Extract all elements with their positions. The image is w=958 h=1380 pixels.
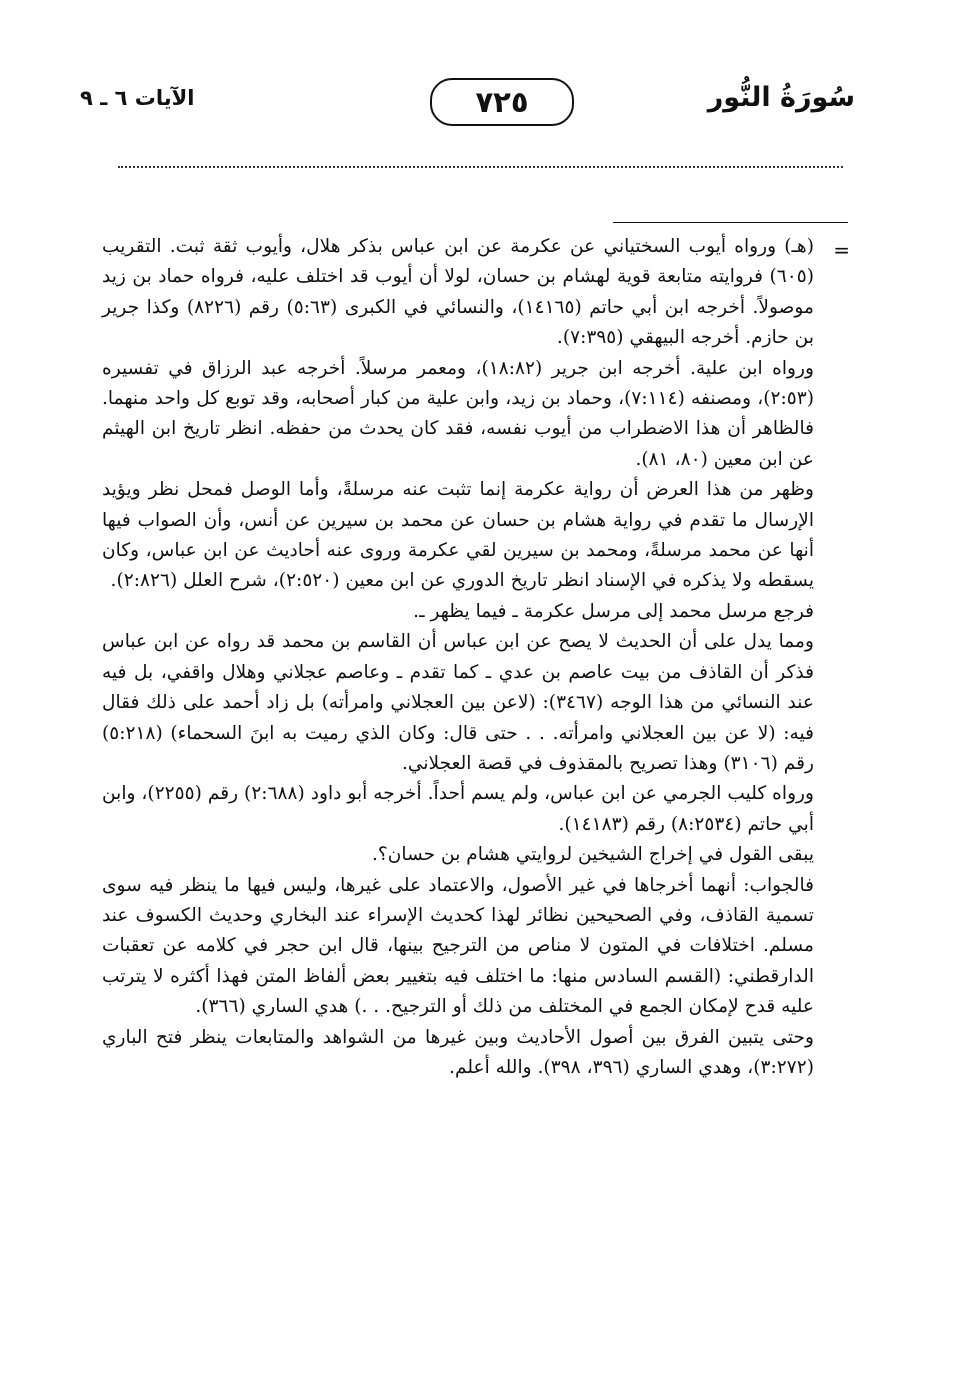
page-number-frame [430, 78, 574, 126]
footnote-separator [613, 222, 848, 223]
paragraph: (هـ) ورواه أيوب السختياني عن عكرمة عن ابن عباس بذكر هلال، وأيوب ثقة ثبت. التقريب (٦٠٥) فروايته متابعة قوية لهشام بن حسان، لولا أن أيوب قد اختلف عليه، فرواه حماد بن زيد موصولاً. أخرجه ابن أبي حاتم (١٤١٦٥)، والنسائي في الكبرى (٥:٦٣) رقم (٨٢٢٦) وكذا جرير بن حازم. أخرجه البيهقي (٧:٣٩٥). [102, 236, 814, 349]
footnote-body [102, 232, 814, 1083]
paragraph: ورواه ابن علية. أخرجه ابن جرير (١٨:٨٢)، ومعمر مرسلاً. أخرجه عبد الرزاق في تفسيره (٢:٥٣)، ومصنفه (٧:١١٤)، وحماد بن زيد، وابن علية من كبار أصحابه، وقد توبع كل واحد منهما. فالظاهر أن هذا الاضطراب من أيوب نفسه، فقد كان يحدث من حفظه. انظر تاريخ ابن الهيثم عن ابن معين (٨٠، ٨١). [102, 357, 814, 470]
header-dotted-divider [118, 166, 843, 168]
page-number: ٧٢٥ [475, 85, 529, 119]
paragraph: فرجع مرسل محمد إلى مرسل عكرمة ـ فيما يظهر ـ. [413, 600, 814, 622]
ayat-range: الآيات ٦ ـ ٩ [80, 86, 195, 110]
surah-title: سُورَةُ النُّور [707, 82, 855, 113]
paragraph: يبقى القول في إخراج الشيخين لروايتي هشام بن حسان؟. [371, 844, 814, 866]
paragraph: ومما يدل على أن الحديث لا يصح عن ابن عباس أن القاسم بن محمد قد رواه عن ابن عباس فذكر أن القاذف من بيت عاصم بن عدي ـ كما تقدم ـ وعاصم عجلاني وهلال واقفي، بل فيه عند النسائي من هذا الوجه (٣٤٦٧): (لاعن بين العجلاني وامرأته) بل زاد أحمد على ذلك فقال فيه: (لا عن بين العجلاني وامرأته. . . حتى قال: وكان الذي رميت به ابنَ السحماء) (٥:٢١٨) رقم (٣١٠٦) وهذا تصريح بالمقذوف في قصة العجلاني. [102, 631, 814, 774]
paragraph: ورواه كليب الجرمي عن ابن عباس، ولم يسم أحداً. أخرجه أبو داود (٢:٦٨٨) رقم (٢٢٥٥)، وابن أبي حاتم (٨:٢٥٣٤) رقم (١٤١٨٣). [102, 783, 815, 835]
footnote-continuation-mark: = [833, 238, 850, 262]
paragraph: فالجواب: أنهما أخرجاها في غير الأصول، والاعتماد على غيرها، وليس فيها ما ينظر فيه سوى تسمية القاذف، وفي الصحيحين نظائر لهذا كحديث الإسراء عند البخاري وحديث الكسوف عند مسلم. اختلافات في المتون لا مناص من الترجيح بينها، قال ابن حجر في كلامه عن تعقبات الدارقطني: (القسم السادس منها: ما اختلف فيه بتغيير بعض ألفاظ المتن فهذا أكثره لا يترتب عليه قدح لإمكان الجمع في المختلف من ذلك أو الترجيح. . .) هدي الساري (٣٦٦). [102, 874, 814, 1018]
paragraph: وظهر من هذا العرض أن رواية عكرمة إنما تثبت عنه مرسلةً، وأما الوصل فمحل نظر ويؤيد الإرسال ما تقدم في رواية هشام بن حسان عن محمد بن سيرين عن أنس، وأن الصواب فيها أنها عن محمد مرسلةً، ومحمد بن سيرين لقي عكرمة وروى عنه أحاديث عن ابن عباس، وكان يسقطه ولا يذكره في الإسناد انظر تاريخ الدوري عن ابن معين (٢:٥٢٠)، شرح العلل (٢:٨٢٦). [102, 479, 814, 592]
page-header [80, 72, 855, 136]
paragraph: وحتى يتبين الفرق بين أصول الأحاديث وبين غيرها من الشواهد والمتابعات ينظر فتح الباري (٣:٢٧٢)، وهدي الساري (٣٩٦، ٣٩٨). والله أعلم. [102, 1026, 814, 1078]
